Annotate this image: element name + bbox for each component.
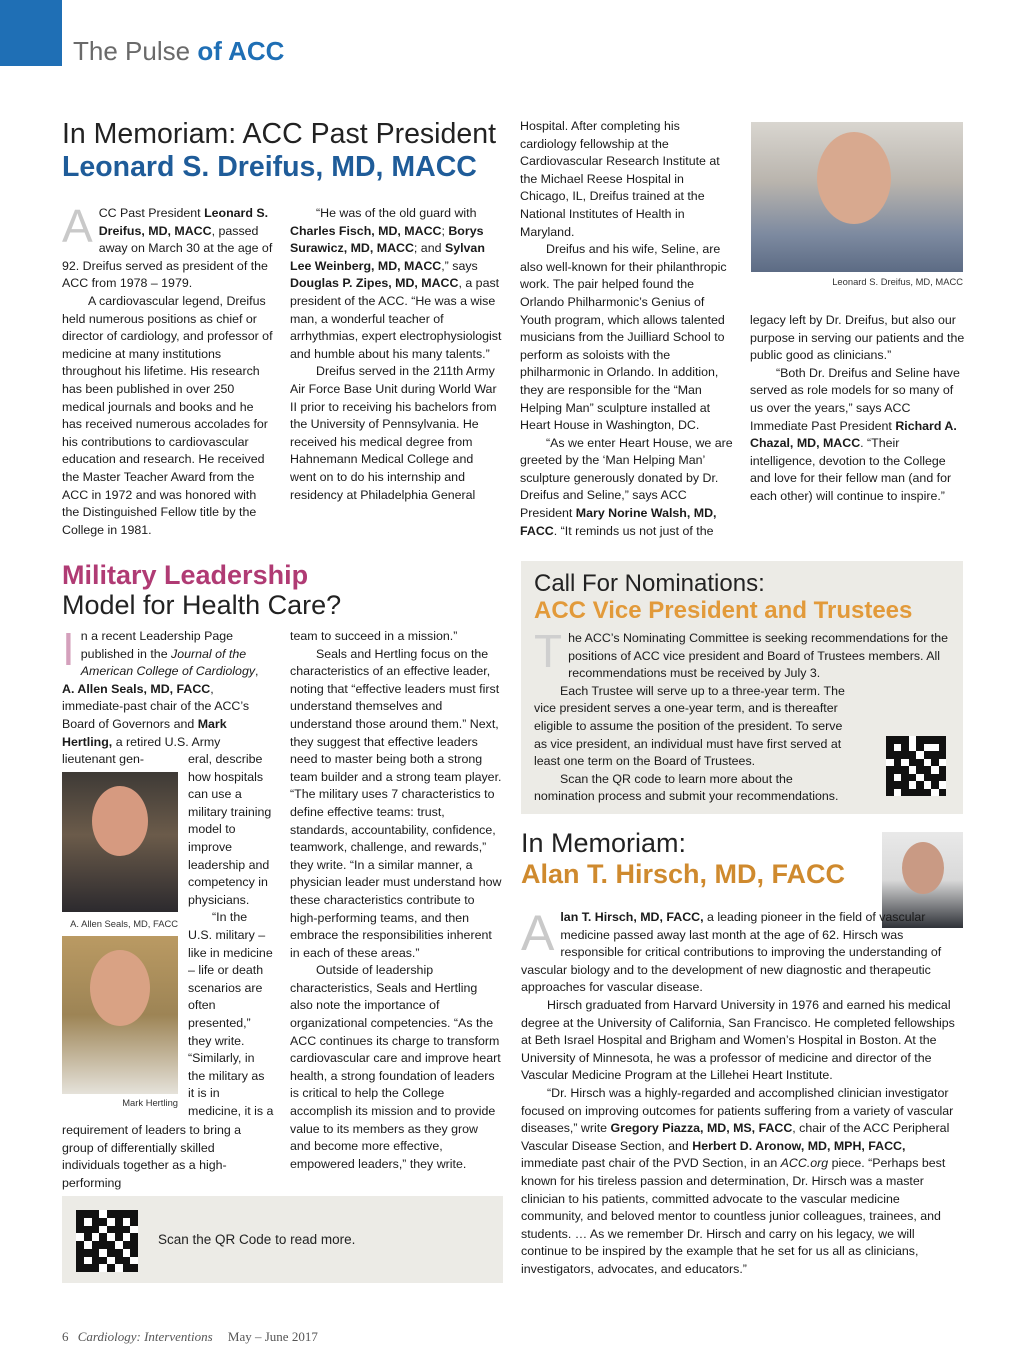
- journal-name: Cardiology: Interventions: [77, 1329, 213, 1344]
- dreifus-photo: [751, 122, 963, 272]
- seals-photo: [62, 772, 178, 912]
- drop-cap-t: T: [534, 625, 563, 677]
- drop-cap-a: A: [521, 905, 555, 961]
- hertling-caption: Mark Hertling: [122, 1097, 178, 1108]
- dreifus-caption: Leonard S. Dreifus, MD, MACC: [832, 276, 963, 287]
- face-shape: [90, 950, 150, 1026]
- dreifus-col3: Hospital. After completing his cardiology fellowship at the Cardiovascular Research Institute at the Michael Reese Hospital in Chicago, IL, Dreifus trained at the National Institutes of Health in Maryland. Dreifus and his wife, Seline, are also well-known for their philanthropic work. The pair helped found the Orlando Philharmonic’s Genius of Youth program, which allows talented musicians from the Juilliard School to perform as soloists with the philharmonic in Orlando. In addition, they are responsible for the “Man Helping Man” sculpture installed at Heart House in Washington, DC. “As we enter Heart House, we are greeted by the ‘Man Helping Man’ sculpture generously donated by Dr. Dreifus and Seline,” says ACC President Mary Norine Walsh, MD, FACC. “It reminds us not just of the: [520, 119, 733, 538]
- nominations-title: Call For Nominations: ACC Vice President and Trustees: [534, 570, 913, 624]
- dreifus-col1: ACC Past President Leonard S. Dreifus, MD, MACC, passed away on March 30 at the age of 92. Dreifus served as president of the ACC from 1978 – 1979. A cardiovascular legend, Dreifus held numerous positions as chief or director of cardiology, and professor of medicine at many institutions throughout his lifetime. His research has been published in over 250 medical journals and books and he has received numerous accolades for his contributions to cardiovascular education and research. He received the Master Teacher Award from the ACC in 1972 and was honored with the Distinguished Fellow title by the College in 1981.: [62, 200, 273, 537]
- page-number: 6: [62, 1329, 69, 1344]
- issue-date: May – June 2017: [227, 1329, 318, 1344]
- header-accent-block: [0, 0, 62, 66]
- military-narrow-col: eral, describe how hospitals can use a military training model to improve leadership and competency in physicians. “In the U.S. military – like in medicine – life or death scenarios are often presented,” they write. “Similarly, in the military as it is in medicine, it is a: [188, 752, 274, 1118]
- section-header: The Pulse of ACC: [73, 36, 285, 66]
- nominations-text: The ACC’s Nominating Committee is seeking recommendations for the positions of ACC vice president and Board of Trustees members. All recommendations must be received by July 3. Each Trustee will serve up to a three-year term. The vice president serves a one-year term, and is thereafter eligible to assume the position of the president. To serve as vice president, an individual must have first served at least one term on the Board of Trustees. Scan the QR code to learn more about the nomination process and submit your recommendations.: [534, 625, 949, 804]
- drop-cap-i: I: [62, 623, 75, 675]
- military-intro: In a recent Leadership Page published in the Journal of the American College of Cardiology, A. Allen Seals, MD, FACC, immediate-past chair of the ACC’s Board of Governors and Mark Hertling, a retired U.S. Army lieutenant gen-: [62, 623, 259, 767]
- dreifus-col2: “He was of the old guard with Charles Fisch, MD, MACC; Borys Surawicz, MD, MACC; and Sylvan Lee Weinberg, MD, MACC,” says Douglas P. Zipes, MD, MACC, a past president of the ACC. “He was a wise man, a wonderful teacher of arrhythmias, expert electrophysiologist and humble about his many talents.” Dreifus served in the 211th Army Air Force Base Unit during World War II prior to receiving his bachelors from the University of Pennsylvania. He received his medical degree from Hahnemann Medical College and went on to do his internship and residency at Philadelphia General: [290, 206, 502, 502]
- military-tail: requirement of leaders to bring a group of differentially skilled individuals together as a high-performing: [62, 1123, 242, 1190]
- hertling-photo: [62, 936, 178, 1094]
- face-shape: [817, 132, 891, 224]
- dreifus-col4: legacy left by Dr. Dreifus, but also our purpose in serving our patients and the public good as clinicians.” “Both Dr. Dreifus and Seline have served as role models for so many of us over the years,” says ACC Immediate Past President Richard A. Chazal, MD, MACC. “Their intelligence, devotion to the College and love for their fellow man (and for each other) will continue to inspire.”: [750, 313, 965, 503]
- face-shape: [92, 786, 148, 856]
- military-qr-box: [62, 1196, 503, 1283]
- nominations-qr-code[interactable]: [886, 736, 946, 796]
- qr-code[interactable]: [76, 1210, 138, 1272]
- article-hirsch-title: In Memoriam: Alan T. Hirsch, MD, FACC: [521, 828, 846, 889]
- seals-caption: A. Allen Seals, MD, FACC: [70, 918, 178, 929]
- drop-cap: A: [62, 200, 93, 252]
- article-dreifus-title: In Memoriam: ACC Past President Leonard S. Dreifus, MD, MACC: [62, 118, 496, 183]
- qr-instruction: Scan the QR Code to read more.: [158, 1232, 356, 1247]
- military-col2: team to succeed in a mission.” Seals and Hertling focus on the characteristics of an effective leader, noting that “effective leaders must first understand themselves and understand those around them.” Next, they suggest that effective leaders need to master being both a strong team builder and a strong team player. “The military uses 7 characteristics to define effective teams: trust, standards, accountability, confidence, teamwork, challenge, and rewards,” they write. “In a similar manner, a physician leader must understand how these characteristics contribute to high-performing teams, and then embrace the responsibilities inherent in each of these areas.” Outside of leadership characteristics, Seals and Hertling also note the importance of organizational competencies. “As the ACC continues its charge to transform cardiovascular care and improve heart health, a strong foundation of leaders is critical to help the College accomplish its mission and to provide value to its members as they grow and become more effective, empowered leaders,” they write.: [290, 629, 502, 1171]
- face-shape: [902, 842, 944, 894]
- hirsch-text: Alan T. Hirsch, MD, FACC, a leading pioneer in the field of vascular medicine passed away last month at the age of 62. Hirsch was responsible for critical contributions to improving the understanding of vascular biology and to the development of new diagnostic and therapeutic approaches for vascular disease. Hirsch graduated from Harvard University in 1976 and earned his medical degree at the University of California, San Francisco. He completed fellowships at Beth Israel Hospital and Brigham and Women’s Hospital in Boston. At the University of Minnesota, he was a professor of medicine and director of the Vascular Medicine Program at the Lillehei Heart Institute. “Dr. Hirsch was a highly-regarded and accomplished clinician investigator focused on improving outcomes for patients suffering from a variety of vascular diseases,” write Gregory Piazza, MD, MS, FACC, chair of the ACC Peripheral Vascular Disease Section, and Herbert D. Aronow, MD, MPH, FACC, immediate past chair of the PVD Section, in an ACC.org piece. “Perhaps best known for his tireless passion and determination, Dr. Hirsch was a master clinician to his patients, committed advocate to the vascular medicine community, and beloved mentor to countless junior colleagues, trainees, and students. … As we remember Dr. Hirsch and carry on his legacy, we will continue to be inspired by the example that he set for us all as clinicians, investigators, advocates, and educators.”: [521, 905, 955, 1276]
- article-military-title: Military Leadership Model for Health Care?: [62, 560, 342, 620]
- page-footer: [62, 1329, 318, 1345]
